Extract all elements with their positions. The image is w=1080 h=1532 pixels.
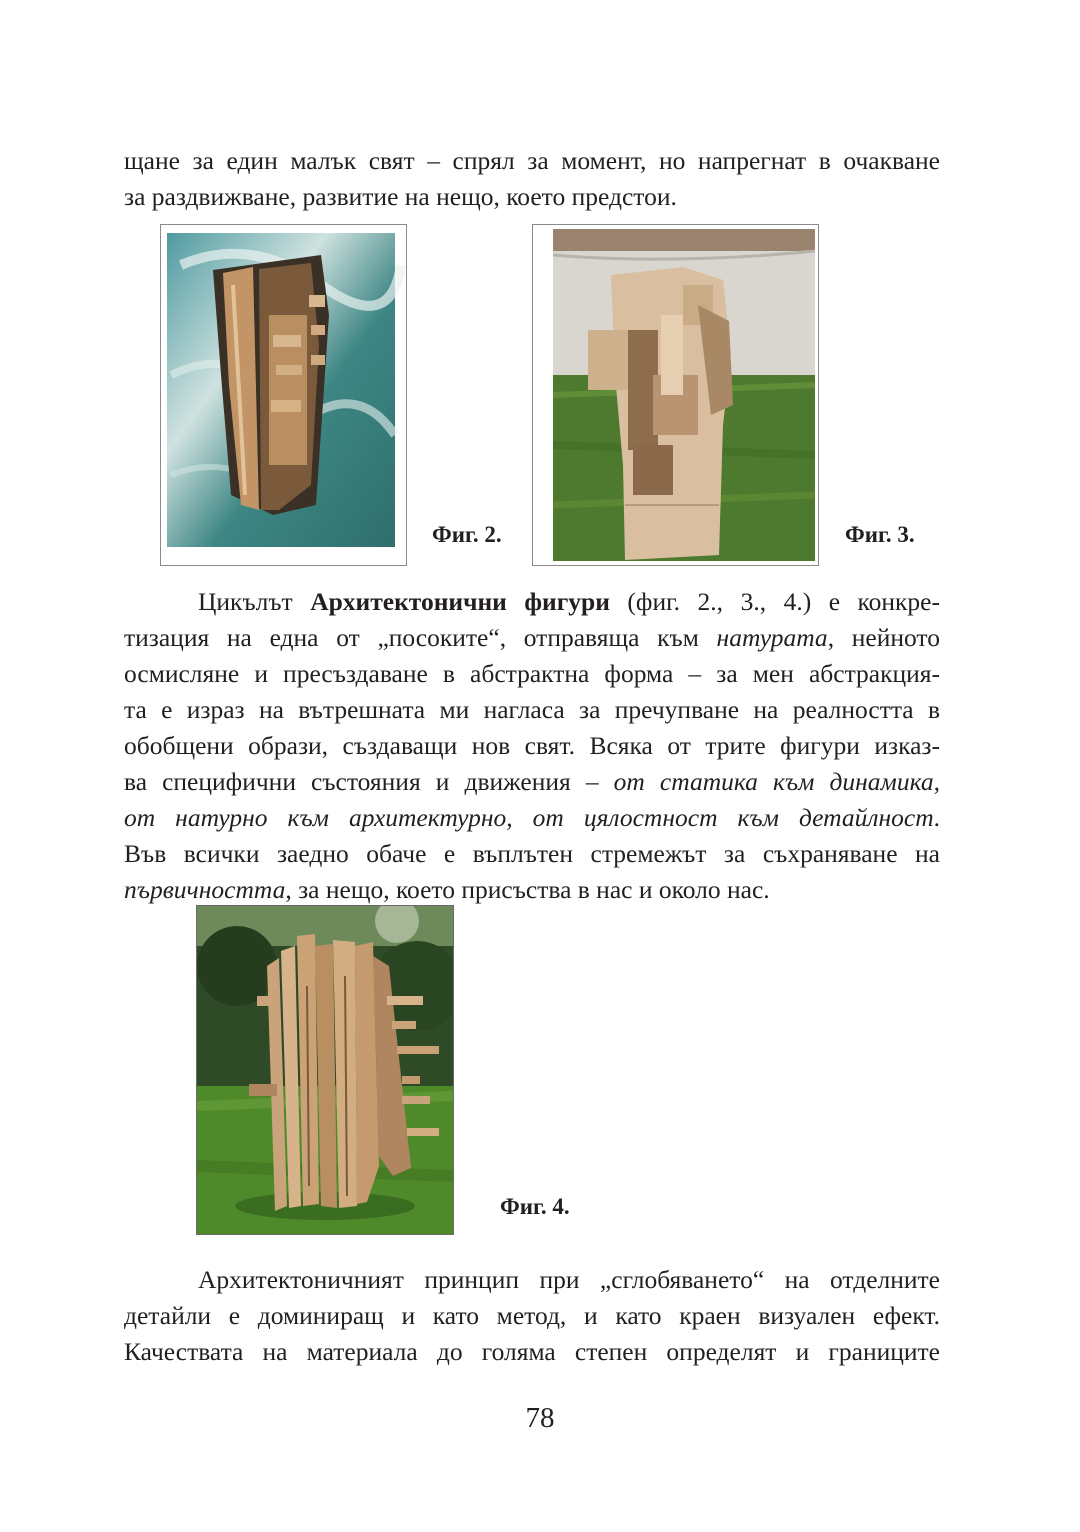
text-span: , за нещо, което присъства в нас и около нас. (285, 875, 770, 904)
text-line: Архитектоничният принцип при „сглобяването“ на отделните (198, 1265, 940, 1294)
text-line (124, 764, 940, 800)
paragraph-top (124, 143, 940, 215)
text-line (124, 800, 940, 836)
text-line: детайли е доминиращ и като метод, и като краен визуален ефект. (124, 1301, 940, 1330)
paragraph-bottom (124, 1262, 940, 1370)
figure-2-caption: Фиг. 2. (432, 522, 502, 547)
page-number: 78 (525, 1402, 555, 1434)
cycle-title: Архитектонични фигури (310, 587, 610, 616)
figure-4-caption: Фиг. 4. (500, 1194, 570, 1219)
text-span: Цикълът (198, 587, 311, 616)
figure-2-image (160, 224, 407, 566)
paragraph-middle (124, 584, 940, 908)
text-emphasis: натурата (716, 623, 828, 652)
text-emphasis: от статика към динамика, (613, 767, 940, 796)
text-span: . (933, 803, 940, 832)
text-emphasis: от натурно към архитектурно, от цялостност към детайлност (124, 803, 934, 832)
figure-3-image (532, 224, 819, 566)
text-line (124, 620, 940, 656)
text-line: осмисляне и пресъздаване в абстрактна форма – за мен абстракция- (124, 659, 940, 688)
text-span: , нейното (827, 623, 940, 652)
text-span: (фиг. 2., 3., 4.) е конкре- (609, 587, 940, 616)
text-line (124, 872, 940, 908)
text-span: ва специфични състояния и движения – (124, 767, 614, 796)
text-line: за раздвижване, развитие на нещо, което предстои. (124, 182, 677, 211)
text-line: обобщени образи, създаващи нов свят. Всяка от трите фигури изказ- (124, 731, 940, 760)
text-line: Качествата на материала до голяма степен определят и границите (124, 1337, 940, 1366)
figure-3-caption: Фиг. 3. (845, 522, 915, 547)
text-line: Във всички заедно обаче е въплътен стремежът за съхраняване на (124, 839, 940, 868)
text-line: щане за един малък свят – спрял за момент, но напрегнат в очакване (124, 146, 940, 175)
text-line: та е израз на вътрешната ми нагласа за пречупване на реалността в (124, 695, 940, 724)
text-emphasis: първичността (124, 875, 286, 904)
figure-4-image (196, 905, 454, 1235)
text-line (124, 584, 940, 620)
text-span: тизация на една от „посоките“, отправяща към (124, 623, 717, 652)
